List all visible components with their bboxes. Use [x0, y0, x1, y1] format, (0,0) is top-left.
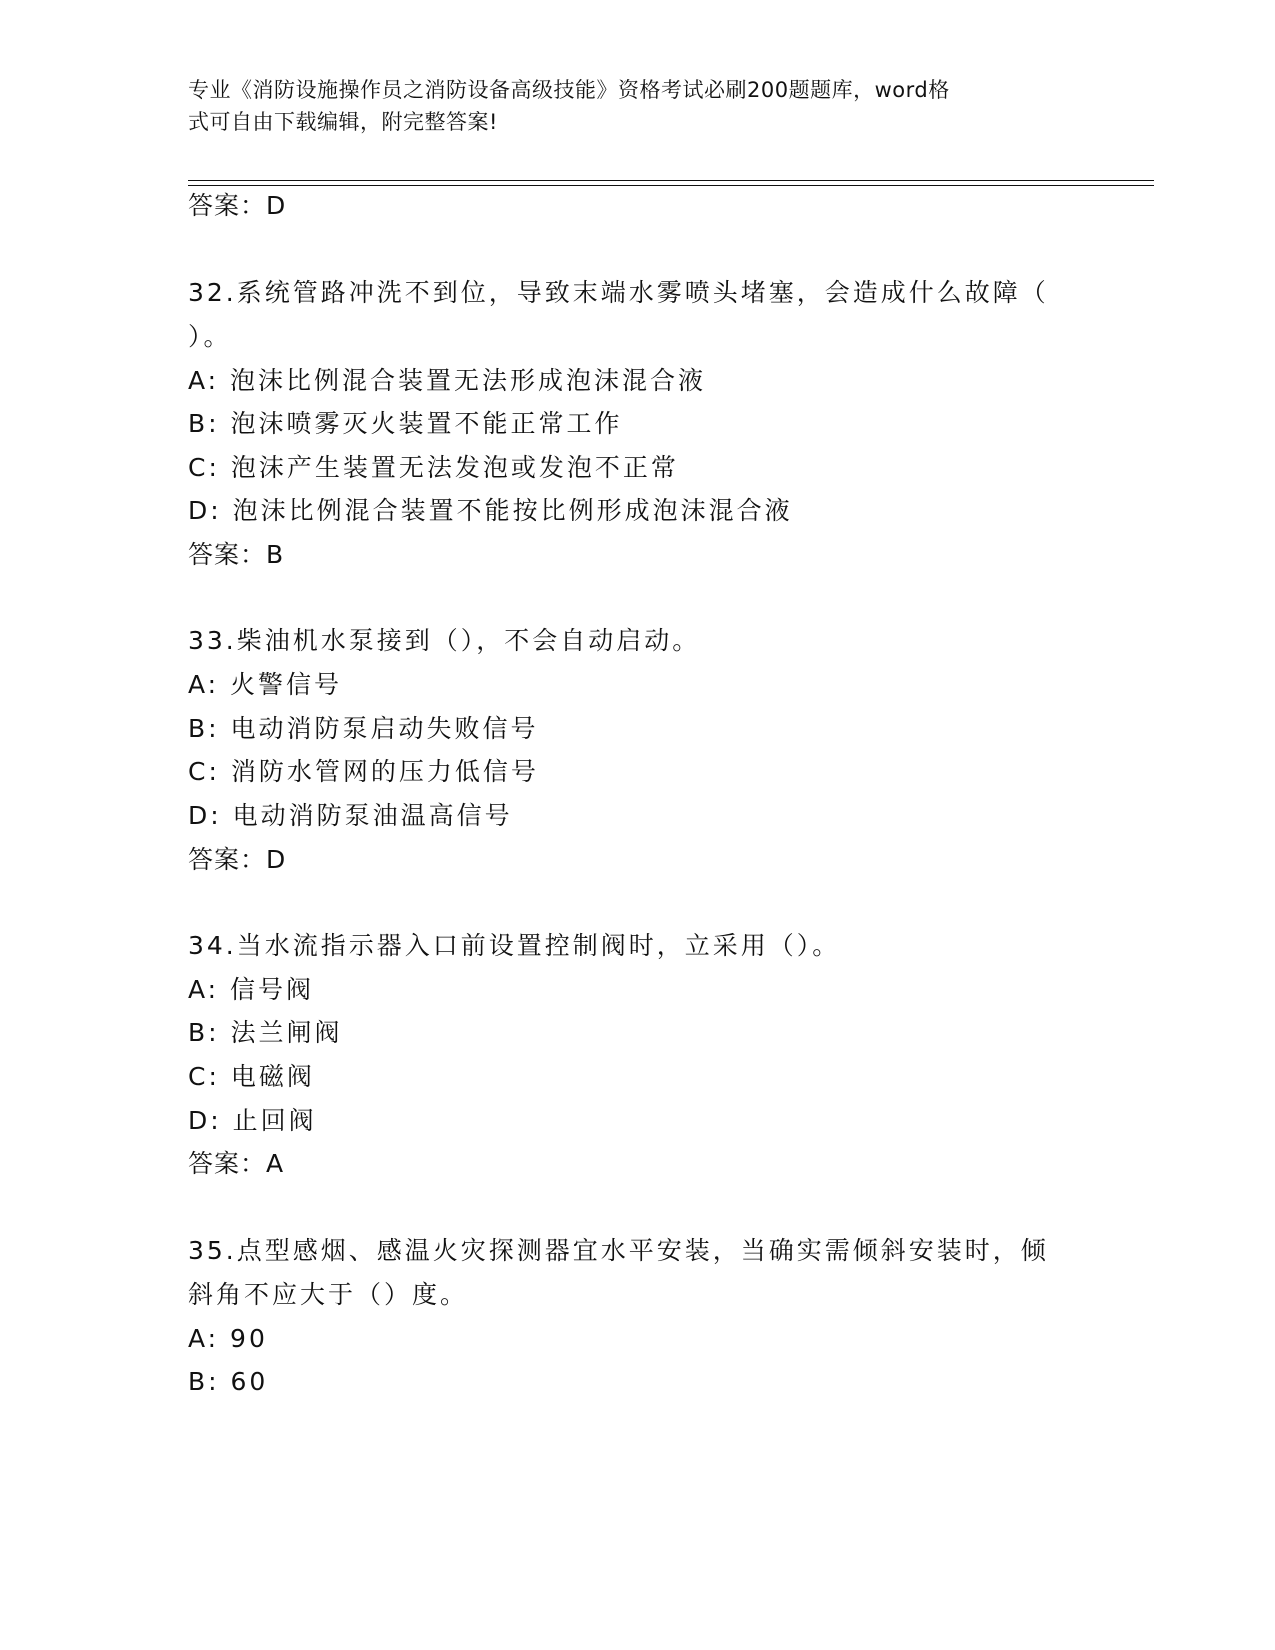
- question-33-option-d: D: 电动消防泵油温高信号: [188, 801, 513, 830]
- question-33-option-b: B: 电动消防泵启动失败信号: [188, 714, 539, 743]
- question-32-option-d: D: 泡沫比例混合装置不能按比例形成泡沫混合液: [188, 496, 793, 525]
- question-32-option-c: C: 泡沫产生装置无法发泡或发泡不正常: [188, 453, 679, 482]
- question-32-option-a: A: 泡沫比例混合装置无法形成泡沫混合液: [188, 366, 707, 395]
- document-header: [188, 74, 1068, 138]
- question-32-answer: 答案：B: [188, 540, 285, 569]
- question-35-option-a: A: 90: [188, 1324, 268, 1353]
- question-34-option-c: C: 电磁阀: [188, 1062, 315, 1091]
- question-33-option-c: C: 消防水管网的压力低信号: [188, 757, 539, 786]
- previous-answer: 答案：D: [188, 191, 287, 220]
- question-35-stem-line-2: 斜角不应大于（）度。: [188, 1280, 469, 1309]
- question-33-option-a: A: 火警信号: [188, 670, 343, 699]
- question-34-option-d: D: 止回阀: [188, 1106, 317, 1135]
- question-35-stem-line-1: 35.点型感烟、感温火灾探测器宜水平安装，当确实需倾斜安装时，倾: [188, 1236, 1049, 1265]
- question-34-stem: 34.当水流指示器入口前设置控制阀时，立采用（）。: [188, 931, 841, 960]
- question-34-option-b: B: 法兰闸阀: [188, 1018, 343, 1047]
- question-32-option-b: B: 泡沫喷雾灭火装置不能正常工作: [188, 409, 623, 438]
- header-divider-bottom: [188, 185, 1154, 186]
- question-33-stem: 33.柴油机水泵接到（），不会自动启动。: [188, 626, 701, 655]
- header-divider-top: [188, 180, 1154, 181]
- question-33-answer: 答案：D: [188, 845, 287, 874]
- header-line-1: 专业《消防设施操作员之消防设备高级技能》资格考试必刷200题题库，word格: [188, 78, 950, 102]
- question-32-stem-line-2: ）。: [188, 322, 232, 351]
- question-35-option-b: B: 60: [188, 1367, 269, 1396]
- question-34-answer: 答案：A: [188, 1149, 285, 1178]
- question-34-option-a: A: 信号阀: [188, 975, 315, 1004]
- header-line-2: 式可自由下载编辑，附完整答案!: [188, 110, 498, 134]
- question-32-stem-line-1: 32.系统管路冲洗不到位，导致末端水雾喷头堵塞，会造成什么故障（: [188, 278, 1049, 307]
